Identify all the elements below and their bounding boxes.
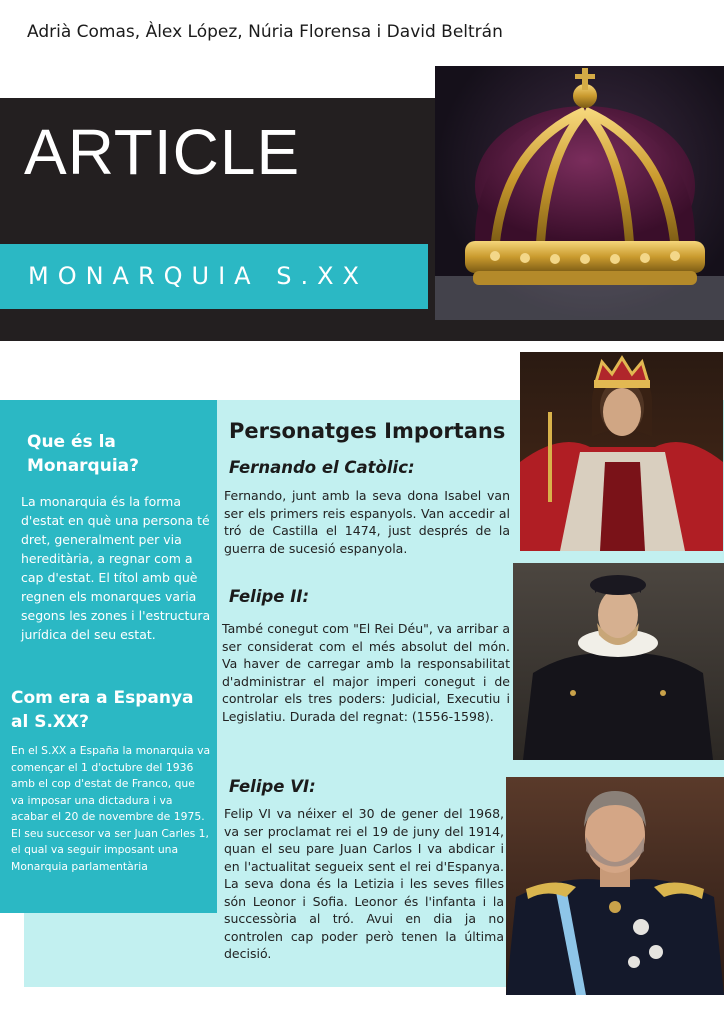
- person-text-felipe-vi: Felip VI va néixer el 30 de gener del 1968, va ser proclamat rei el 19 de juny del 1914, quan el seu pare Juan Carlos I va abdicar i en l'actualitat segueix sent el rei d'Espanya. La seva dona és la Letizia i les seves filles són Leonor i Sofia. Leonor és l'infanta i la successòria al tró. Avui en dia ja no controlen cap poder però tenen la última decisió.: [224, 806, 504, 961]
- sidebar-text-espanya: En el S.XX a España la monarquia va començar el 1 d'octubre del 1936 amb el cop d'estat de Franco, que va imposar una dictadura i va acabar el 20 de novembre de 1975. El seu succesor va ser Juan Carles 1, el qual va seguir imposant una Monarquia parlamentària: [11, 744, 211, 873]
- portrait-fernando: [520, 352, 723, 551]
- authors-line: Adrià Comas, Àlex López, Núria Florensa i David Beltrán: [27, 22, 503, 42]
- person-name-felipe-vi: Felipe VI:: [229, 777, 316, 796]
- crown-icon: [435, 66, 724, 320]
- person-name-fernando: Fernando el Catòlic:: [229, 458, 415, 477]
- sidebar-text-monarquia: La monarquia és la forma d'estat en què una persona té dret, generalment per via hereditària, a regnar com a cap d'estat. El títol amb què regnen els monarques varia segons les zones i l'estructura jurídica del seu estat.: [21, 494, 211, 642]
- portrait-fernando-icon: [520, 352, 723, 551]
- sidebar: [0, 400, 217, 913]
- person-name-felipe-ii: Felipe II:: [229, 587, 310, 606]
- article-subtitle: MONARQUIA S.XX: [28, 262, 368, 290]
- sidebar-heading-monarquia: Que és la Monarquia?: [27, 432, 139, 476]
- sidebar-heading-espanya: Com era a Espanya al S.XX?: [11, 688, 194, 732]
- main-heading: Personatges Importans: [229, 419, 506, 443]
- article-title: ARTICLE: [24, 116, 301, 188]
- portrait-felipe-ii: [513, 563, 724, 760]
- person-text-fernando: Fernando, junt amb la seva dona Isabel van ser els primers reis espanyols. Van accedir al tró de Castilla el 1474, just després de la guerra de sucesió espanyola.: [224, 488, 510, 556]
- person-text-felipe-ii: També conegut com "El Rei Déu", va arribar a ser considerat com el més absolut del món. Va haver de carregar amb la responsabilitat d'administrar el major imperi conegut i de controlar els tres poders: Judicial, Executiu i Legislatiu. Durada del regnat: (1556-1598).: [222, 621, 510, 724]
- portrait-felipe-ii-icon: [513, 563, 724, 760]
- portrait-felipe-vi-icon: [506, 777, 724, 995]
- portrait-felipe-vi: [506, 777, 724, 995]
- crown-photo: [435, 66, 724, 320]
